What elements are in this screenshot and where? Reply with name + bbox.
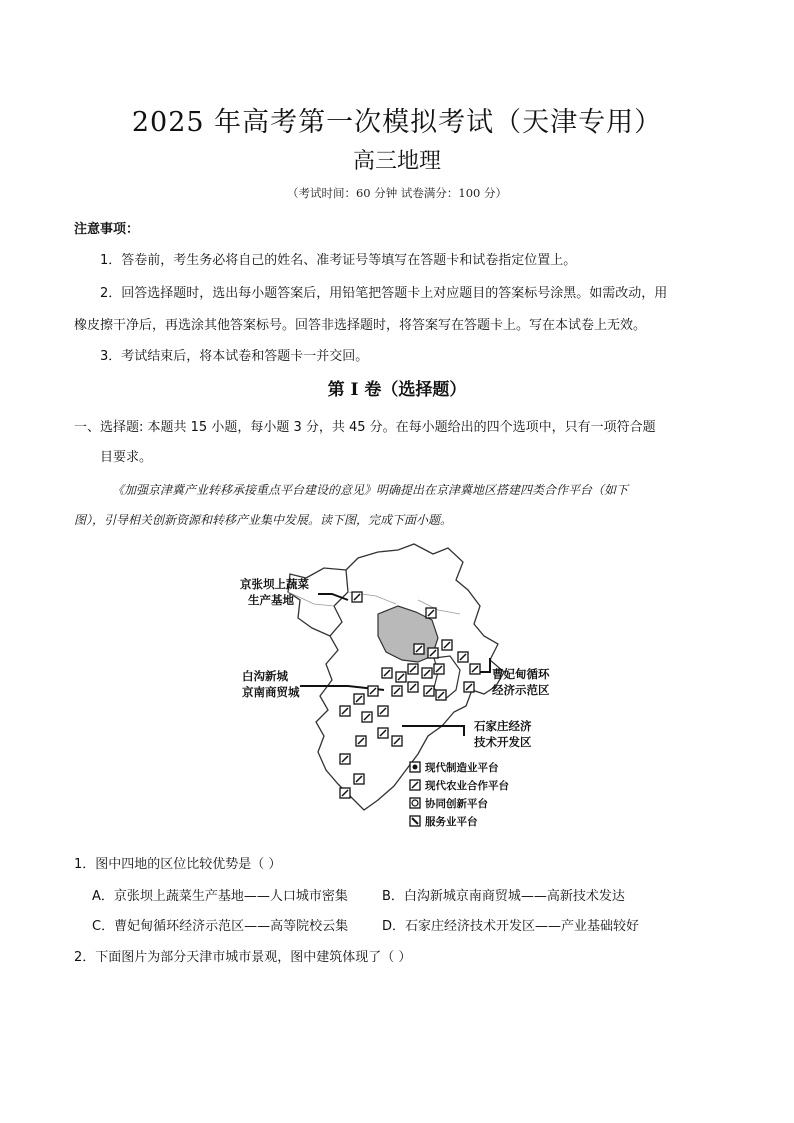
label-shijiazhuang-1: 石家庄经济 bbox=[474, 719, 532, 733]
passage-line-1: 《加强京津冀产业转移承接重点平台建设的意见》明确提出在京津冀地区搭建四类合作平台（如下 bbox=[112, 483, 629, 497]
label-baigou-2: 京南商贸城 bbox=[242, 685, 300, 699]
label-baigou-1: 白沟新城 bbox=[242, 669, 288, 683]
question-1-option-a: A．京张坝上蔬菜生产基地——人口城市密集 bbox=[92, 889, 348, 904]
exam-meta: （考试时间：60 分钟 试卷满分：100 分） bbox=[286, 186, 508, 200]
notice-item-2-line-2: 橡皮擦干净后，再选涂其他答案标号。回答非选择题时，将答案写在答题卡上。写在本试卷上无效。 bbox=[74, 318, 647, 333]
map-svg bbox=[228, 540, 564, 836]
question-1-option-b: B．白沟新城京南商贸城——高新技术发达 bbox=[382, 889, 625, 904]
notice-heading: 注意事项： bbox=[74, 222, 140, 237]
section-heading: 第 I 卷（选择题） bbox=[327, 380, 467, 400]
legend-service: 服务业平台 bbox=[425, 816, 478, 828]
label-zhangba-2: 生产基地 bbox=[248, 593, 294, 607]
manufacturing-dot bbox=[413, 765, 418, 770]
question-1-option-d: D．石家庄经济技术开发区——产业基础较好 bbox=[382, 919, 640, 934]
section-instruction-line-2: 目要求。 bbox=[100, 450, 153, 465]
label-caofeidian-1: 曹妃甸循环 bbox=[492, 667, 550, 681]
question-1-stem: 1．图中四地的区位比较优势是（ ） bbox=[74, 857, 282, 872]
label-caofeidian-2: 经济示范区 bbox=[492, 683, 550, 697]
question-2-stem: 2．下面图片为部分天津市城市景观，图中建筑体现了（ ） bbox=[74, 950, 412, 965]
notice-item-1: 1．答卷前，考生务必将自己的姓名、准考证号等填写在答题卡和试卷指定位置上。 bbox=[100, 253, 577, 268]
jingjinji-platform-map bbox=[228, 540, 564, 836]
legend-agriculture: 现代农业合作平台 bbox=[425, 780, 509, 792]
exam-subtitle: 高三地理 bbox=[352, 149, 441, 174]
map-legend bbox=[410, 761, 509, 828]
legend-innovation: 协同创新平台 bbox=[425, 798, 488, 810]
passage-line-2: 图），引导相关创新资源和转移产业集中发展。读下图，完成下面小题。 bbox=[74, 513, 453, 527]
section-instruction-line-1: 一、选择题: 本题共 15 小题，每小题 3 分，共 45 分。在每小题给出的四个选项中，只有一项符合题 bbox=[74, 420, 656, 435]
exam-title: 2025 年高考第一次模拟考试（天津专用） bbox=[131, 107, 663, 138]
label-zhangba-1: 京张坝上蔬菜 bbox=[240, 577, 309, 591]
notice-item-2-line-1: 2．回答选择题时，选出每小题答案后，用铅笔把答题卡上对应题目的答案标号涂黑。如需改动，用 bbox=[100, 286, 668, 301]
label-shijiazhuang-2: 技术开发区 bbox=[474, 735, 532, 749]
notice-item-3: 3．考试结束后，将本试卷和答题卡一并交回。 bbox=[100, 349, 369, 364]
legend-manufacturing: 现代制造业平台 bbox=[425, 762, 499, 774]
question-1-option-c: C．曹妃甸循环经济示范区——高等院校云集 bbox=[92, 919, 349, 934]
